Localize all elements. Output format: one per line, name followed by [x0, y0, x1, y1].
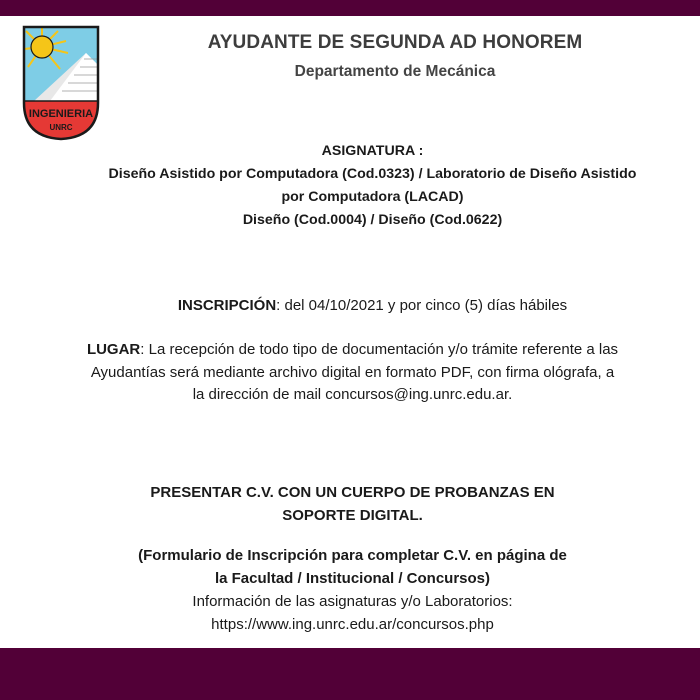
formulario-line-2: la Facultad / Institucional / Concursos) [214, 570, 491, 587]
asignatura-label: ASIGNATURA : [321, 143, 424, 159]
unrc-ingenieria-logo [22, 25, 100, 141]
cv-instructions [85, 481, 620, 527]
cv-line-1: PRESENTAR C.V. CON UN CUERPO DE PROBANZAS EN [150, 484, 555, 501]
logo-text-bottom: UNRC [49, 123, 73, 132]
formulario-line-1: (Formulario de Inscripción para completar C.V. en página de [138, 547, 567, 564]
asignatura-section [60, 140, 685, 232]
department-subtitle: Departamento de Mecánica [294, 63, 496, 80]
page-title: AYUDANTE DE SEGUNDA AD HONOREM [207, 32, 583, 53]
bottom-band [0, 648, 700, 700]
formulario-line-3: Información de las asignaturas y/o Laboratorios: [192, 593, 513, 610]
inscripcion-label: INSCRIPCIÓN [177, 297, 277, 314]
asignatura-line-1: Diseño Asistido por Computadora (Cod.0323) / Laboratorio de Diseño Asistido [108, 166, 637, 182]
concursos-url-link[interactable]: https://www.ing.unrc.edu.ar/concursos.php [211, 616, 494, 633]
asignatura-line-2: por Computadora (LACAD) [281, 189, 464, 205]
inscripcion-section [60, 294, 685, 317]
top-band [0, 0, 700, 16]
inscripcion-text: : del 04/10/2021 y por cinco (5) días hábiles [276, 297, 568, 314]
lugar-label: LUGAR [86, 341, 141, 358]
asignatura-line-3: Diseño (Cod.0004) / Diseño (Cod.0622) [242, 212, 503, 228]
lugar-text: : La recepción de todo tipo de documentación y/o trámite referente a las Ayudantías será mediante archivo digital en formato PDF, con firma ológrafa, a la dirección de mail concursos@ing.unrc.edu.ar. [90, 341, 619, 403]
lugar-section [85, 339, 620, 407]
formulario-section [70, 544, 635, 636]
logo-text-top: INGENIERIA [28, 108, 94, 120]
cv-line-2: SOPORTE DIGITAL. [282, 507, 423, 524]
